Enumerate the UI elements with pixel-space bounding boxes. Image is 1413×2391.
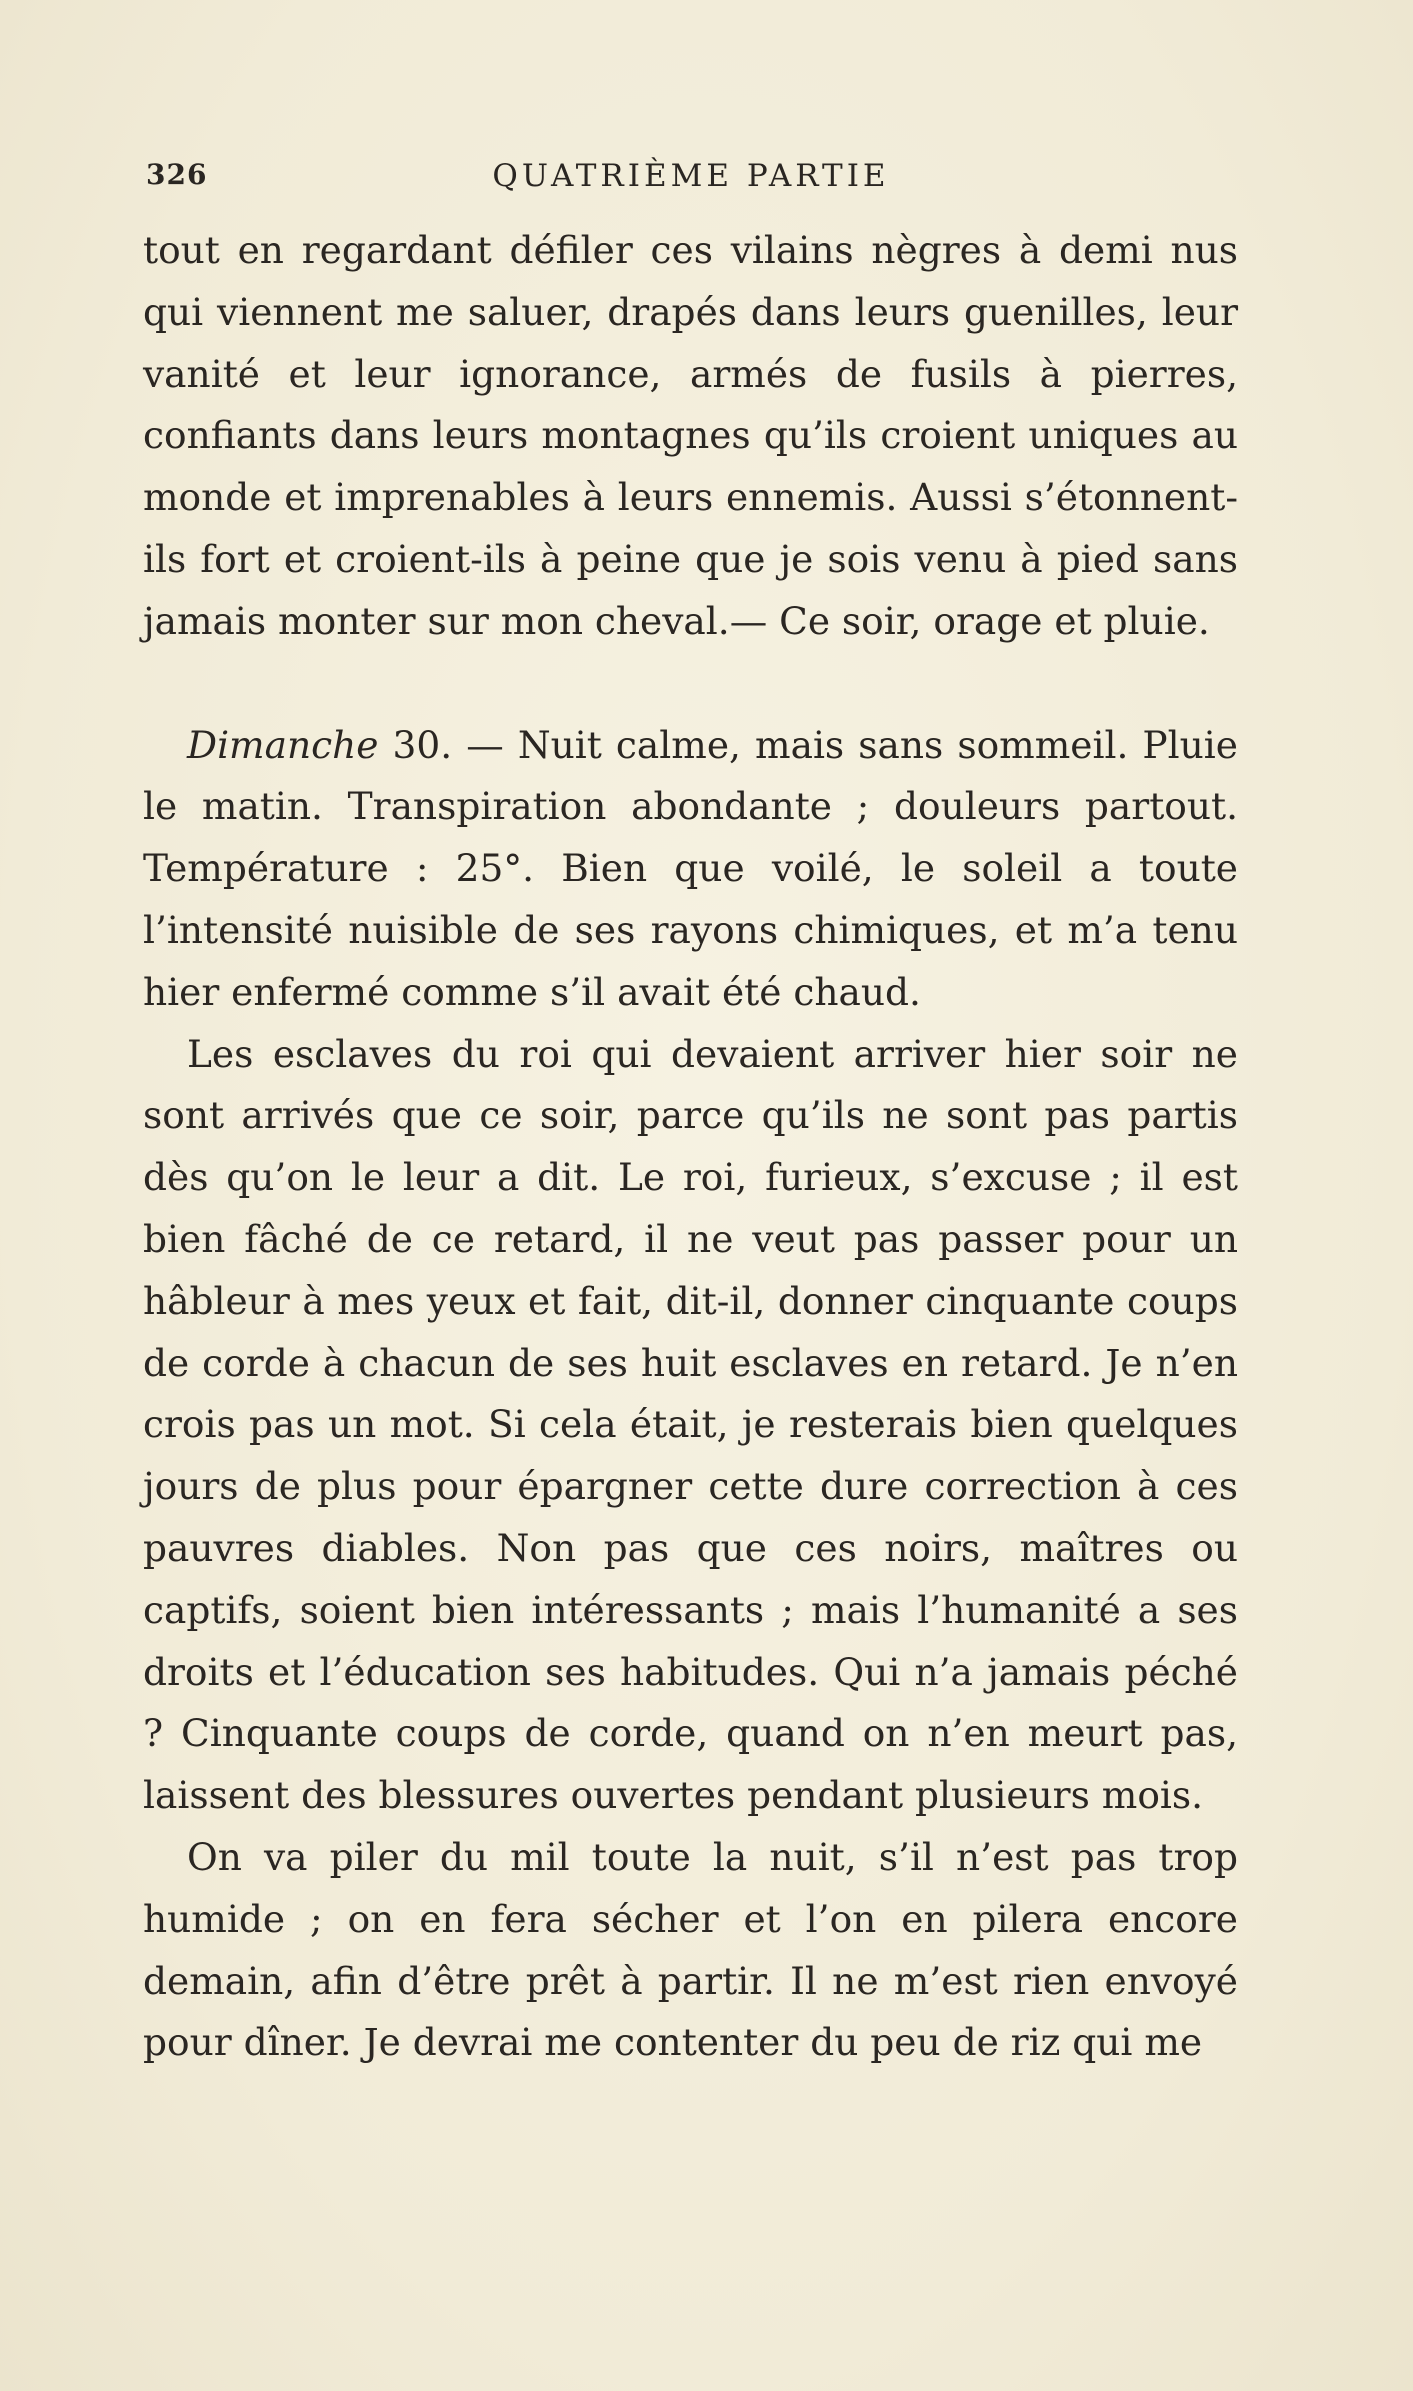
day-label: Dimanche [187, 722, 379, 767]
paragraph: On va piler du mil toute la nuit, s’il n’est pas trop humide ; on en fera sécher et l’on en pilera encore demain, afin d’être prêt à partir. Il ne m’est rien envoyé pour dîner. Je devrai me contenter du peu de riz qui me [143, 1834, 1238, 2065]
page-number: 326 [146, 158, 208, 191]
paragraph: Les esclaves du roi qui devaient arriver hier soir ne sont arrivés que ce soir, parce qu’ils ne sont pas partis dès qu’on le leur a dit. Le roi, furieux, s’excuse ; il est bien fâché de ce retard, il ne veut pas passer pour un hâbleur à mes yeux et fait, dit-il, donner cinquante coups de corde à chacun de ses huit esclaves en retard. Je n’en crois pas un mot. Si cela était, je resterais bien quelques jours de plus pour épargner cette dure correction à ces pauvres diables. Non pas que ces noirs, maîtres ou captifs, soient bien intéressants ; mais l’humanité a ses droits et l’éducation ses habitudes. Qui n’a jamais péché ? Cinquante coups de corde, quand on n’en meurt pas, laissent des blessures ouvertes pendant plusieurs mois. [143, 1031, 1238, 1818]
running-head: QUATRIÈME PARTIE [492, 158, 890, 194]
paragraph-diary-entry [143, 715, 1238, 1024]
page-header [146, 158, 1236, 198]
paragraph-continuation: tout en regardant défiler ces vilains nègres à demi nus qui viennent me saluer, drapés dans leurs guenilles, leur vanité et leur ignorance, armés de fusils à pierres, confiants dans leurs montagnes qu’ils croient uniques au monde et imprenables à leurs ennemis. Aussi s’étonnent-ils fort et croient-ils à peine que je sois venu à pied sans jamais monter sur mon cheval.— Ce soir, orage et pluie. [143, 228, 1238, 643]
body-text [143, 220, 1238, 2074]
paragraph-text: 30. — Nuit calme, mais sans sommeil. Pluie le matin. Transpiration abondante ; douleurs partout. Température : 25°. Bien que voilé, le soleil a toute l’intensité nuisible de ses rayons chimiques, et m’a tenu hier enfermé comme s’il avait été chaud. [143, 722, 1238, 1014]
